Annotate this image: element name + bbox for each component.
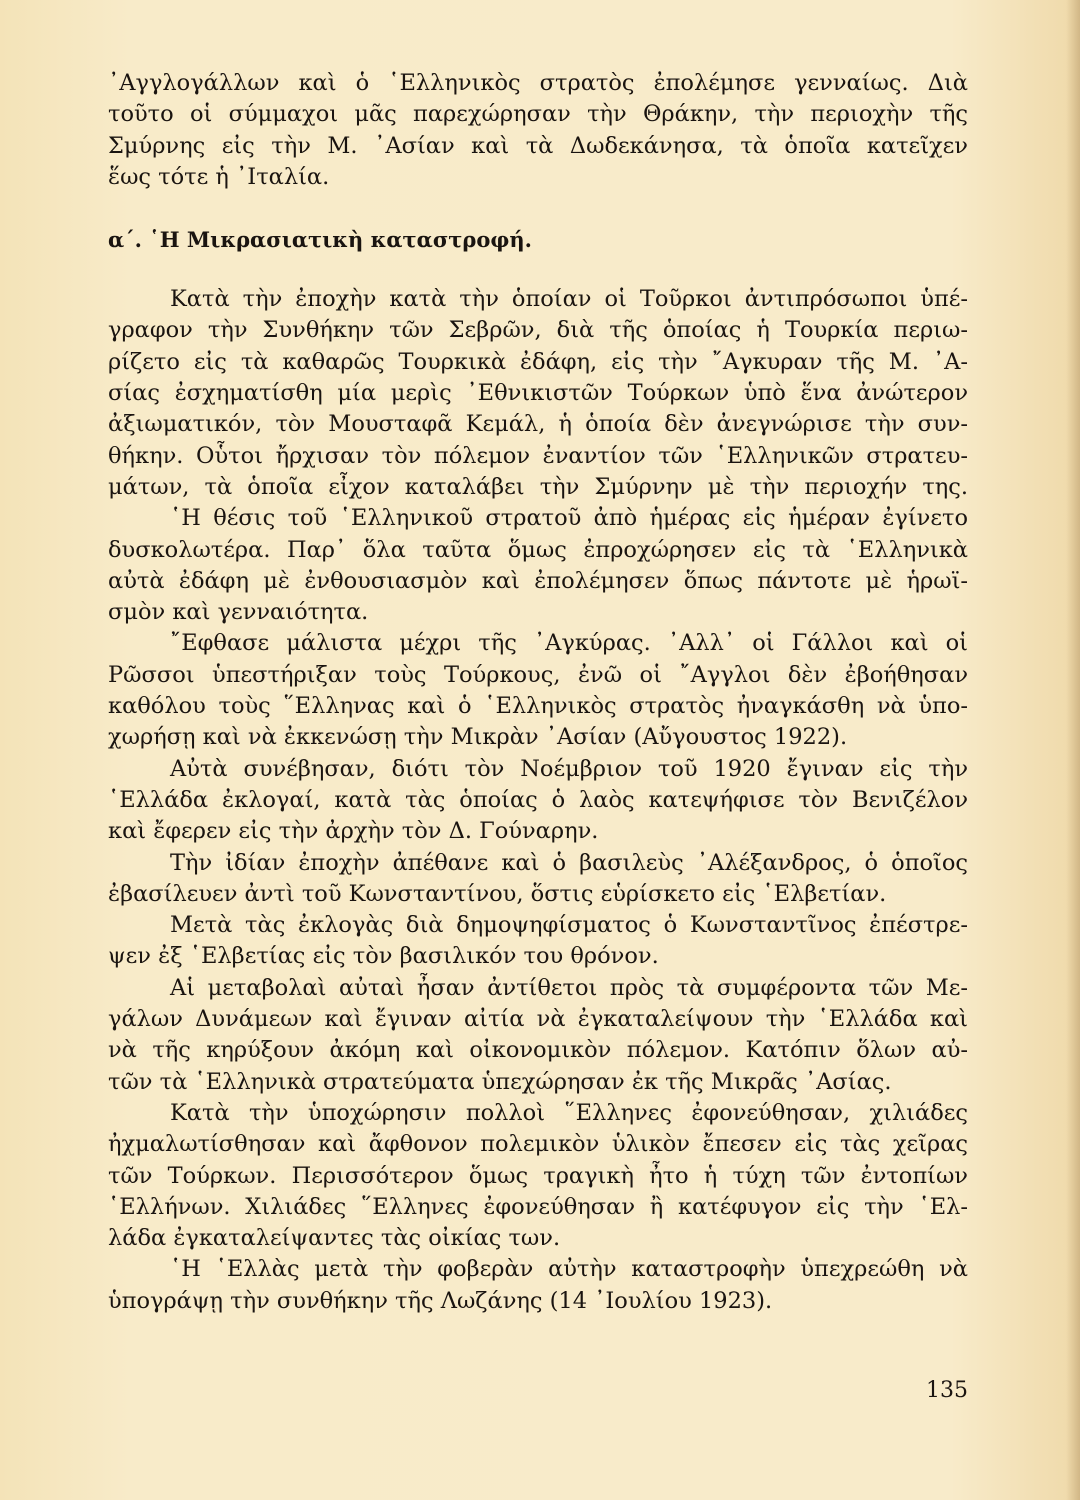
text-line: ῾Ελλάδα ἐκλογαί, κατὰ τὰς ὁποίας ὁ λαὸς κατεψήφισε τὸν Βενιζέλον [108, 786, 968, 813]
paragraph [108, 973, 968, 1098]
text-line: θήκην. Οὗτοι ἤρχισαν τὸν πόλεμον ἐναντίον τῶν ῾Ελληνικῶν στρατευ- [108, 442, 968, 469]
text-line: λάδα ἐγκαταλείψαντες τὰς οἰκίας των. [108, 1225, 561, 1252]
paragraph [108, 910, 968, 973]
text-line: τῶν τὰ ῾Ελληνικὰ στρατεύματα ὑπεχώρησαν ἐκ τῆς Μικρᾶς ᾿Ασίας. [108, 1068, 892, 1095]
paragraph [108, 848, 968, 911]
text-line: σμὸν καὶ γενναιότητα. [108, 599, 369, 626]
text-line: ψεν ἐξ ῾Ελβετίας εἰς τὸν βασιλικόν του θρόνον. [108, 943, 659, 970]
text-line: ἠχμαλωτίσθησαν καὶ ἄφθονον πολεμικὸν ὑλικὸν ἔπεσεν εἰς τὰς χεῖρας [108, 1131, 968, 1158]
page-body [108, 68, 968, 1317]
paragraph [108, 284, 968, 503]
text-line: μάτων, τὰ ὁποῖα εἶχον καταλάβει τὴν Σμύρνην μὲ τὴν περιοχήν της. [108, 473, 968, 500]
text-line: ῾Ελλήνων. Χιλιάδες ῞Ελληνες ἐφονεύθησαν ἢ κατέφυγον εἰς τὴν ῾Ελ- [108, 1193, 968, 1220]
text-line: νὰ τῆς κηρύξουν ἀκόμη καὶ οἰκονομικὸν πόλεμον. Κατόπιν ὅλων αὐ- [108, 1037, 968, 1064]
text-line: Μετὰ τὰς ἐκλογὰς διὰ δημοψηφίσματος ὁ Κωνσταντῖνος ἐπέστρε- [170, 912, 968, 939]
text-line: τῶν Τούρκων. Περισσότερον ὅμως τραγικὴ ἦτο ἡ τύχη τῶν ἐντοπίων [108, 1162, 968, 1189]
text-line: ὑπογράψῃ τὴν συνθήκην τῆς Λωζάνης (14 ᾿Ιουλίου 1923). [108, 1287, 773, 1314]
text-line: τοῦτο οἱ σύμμαχοι μᾶς παρεχώρησαν τὴν Θράκην, τὴν περιοχὴν τῆς [108, 101, 968, 128]
text-line: ῾Η ῾Ελλὰς μετὰ τὴν φοβερὰν αὐτὴν καταστροφὴν ὑπεχρεώθη νὰ [170, 1256, 968, 1283]
text-line: ἀξιωματικόν, τὸν Μουσταφᾶ Κεμάλ, ἡ ὁποία δὲν ἀνεγνώρισε τὴν συν- [108, 411, 968, 438]
text-line: ᾿Αγγλογάλλων καὶ ὁ ῾Ελληνικὸς στρατὸς ἐπολέμησε γενναίως. Διὰ [108, 70, 968, 96]
paragraph [108, 1254, 968, 1317]
text-line: δυσκολωτέρα. Παρ᾿ ὅλα ταῦτα ὅμως ἐπροχώρησεν εἰς τὰ ῾Ελληνικὰ [108, 536, 968, 563]
text-line: Αὐτὰ συνέβησαν, διότι τὸν Νοέμβριον τοῦ 1920 ἔγιναν εἰς τὴν [170, 755, 968, 782]
text-line: ἕως τότε ἡ ᾿Ιταλία. [108, 163, 330, 190]
text-line: ρίζετο εἰς τὰ καθαρῶς Τουρκικὰ ἐδάφη, εἰς τὴν ῎Αγκυραν τῆς Μ. ᾿Α- [108, 348, 968, 375]
text-line: Σμύρνης εἰς τὴν Μ. ᾿Ασίαν καὶ τὰ Δωδεκάνησα, τὰ ὁποῖα κατεῖχεν [108, 132, 968, 159]
paragraph [108, 1098, 968, 1254]
text-line: καὶ ἔφερεν εἰς τὴν ἀρχὴν τὸν Δ. Γούναρην. [108, 818, 599, 845]
text-line: Αἱ μεταβολαὶ αὐταὶ ἦσαν ἀντίθετοι πρὸς τὰ συμφέροντα τῶν Με- [170, 974, 968, 1001]
text-line: καθόλου τοὺς ῞Ελληνας καὶ ὁ ῾Ελληνικὸς στρατὸς ἠναγκάσθη νὰ ὑπο- [108, 693, 968, 720]
page-number: 135 [926, 1378, 968, 1403]
paragraph [108, 503, 968, 628]
text-line: γάλων Δυνάμεων καὶ ἔγιναν αἰτία νὰ ἐγκαταλείψουν τὴν ῾Ελλάδα καὶ [108, 1006, 968, 1033]
text-line: ῎Εφθασε μάλιστα μέχρι τῆς ᾿Αγκύρας. ᾿Αλλ᾿ οἱ Γάλλοι καὶ οἱ [170, 630, 968, 657]
text-line: Τὴν ἰδίαν ἐποχὴν ἀπέθανε καὶ ὁ βασιλεὺς ᾿Αλέξανδρος, ὁ ὁποῖος [170, 849, 968, 876]
text-line: Κατὰ τὴν ὑποχώρησιν πολλοὶ ῞Ελληνες ἐφονεύθησαν, χιλιάδες [170, 1099, 968, 1126]
text-line: Ρῶσσοι ὑπεστήριξαν τοὺς Τούρκους, ἐνῶ οἱ ῎Αγγλοι δὲν ἐβοήθησαν [108, 661, 968, 688]
text-line: ῾Η θέσις τοῦ ῾Ελληνικοῦ στρατοῦ ἀπὸ ἡμέρας εἰς ἡμέραν ἐγίνετο [170, 505, 968, 532]
paragraph [108, 754, 968, 848]
text-line: ἐβασίλευεν ἀντὶ τοῦ Κωνσταντίνου, ὅστις εὑρίσκετο εἰς ῾Ελβετίαν. [108, 880, 887, 907]
text-line: αὐτὰ ἐδάφη μὲ ἐνθουσιασμὸν καὶ ἐπολέμησεν ὅπως πάντοτε μὲ ἡρωϊ- [108, 567, 968, 594]
page-edge-shadow [1066, 0, 1080, 1500]
section-heading: α΄. ῾Η Μικρασιατικὴ καταστροφή. [108, 227, 532, 253]
paragraph [108, 628, 968, 753]
text-line: γραφον τὴν Συνθήκην τῶν Σεβρῶν, διὰ τῆς ὁποίας ἡ Τουρκία περιω- [108, 317, 968, 344]
text-line: Κατὰ τὴν ἐποχὴν κατὰ τὴν ὁποίαν οἱ Τοῦρκοι ἀντιπρόσωποι ὑπέ- [170, 286, 968, 313]
intro-paragraph [108, 68, 968, 193]
text-line: σίας ἐσχηματίσθη μία μερὶς ᾿Εθνικιστῶν Τούρκων ὑπὸ ἕνα ἀνώτερον [108, 380, 968, 407]
text-line: χωρήσῃ καὶ νὰ ἐκκενώσῃ τὴν Μικρὰν ᾿Ασίαν (Αὔγουστος 1922). [108, 724, 848, 751]
